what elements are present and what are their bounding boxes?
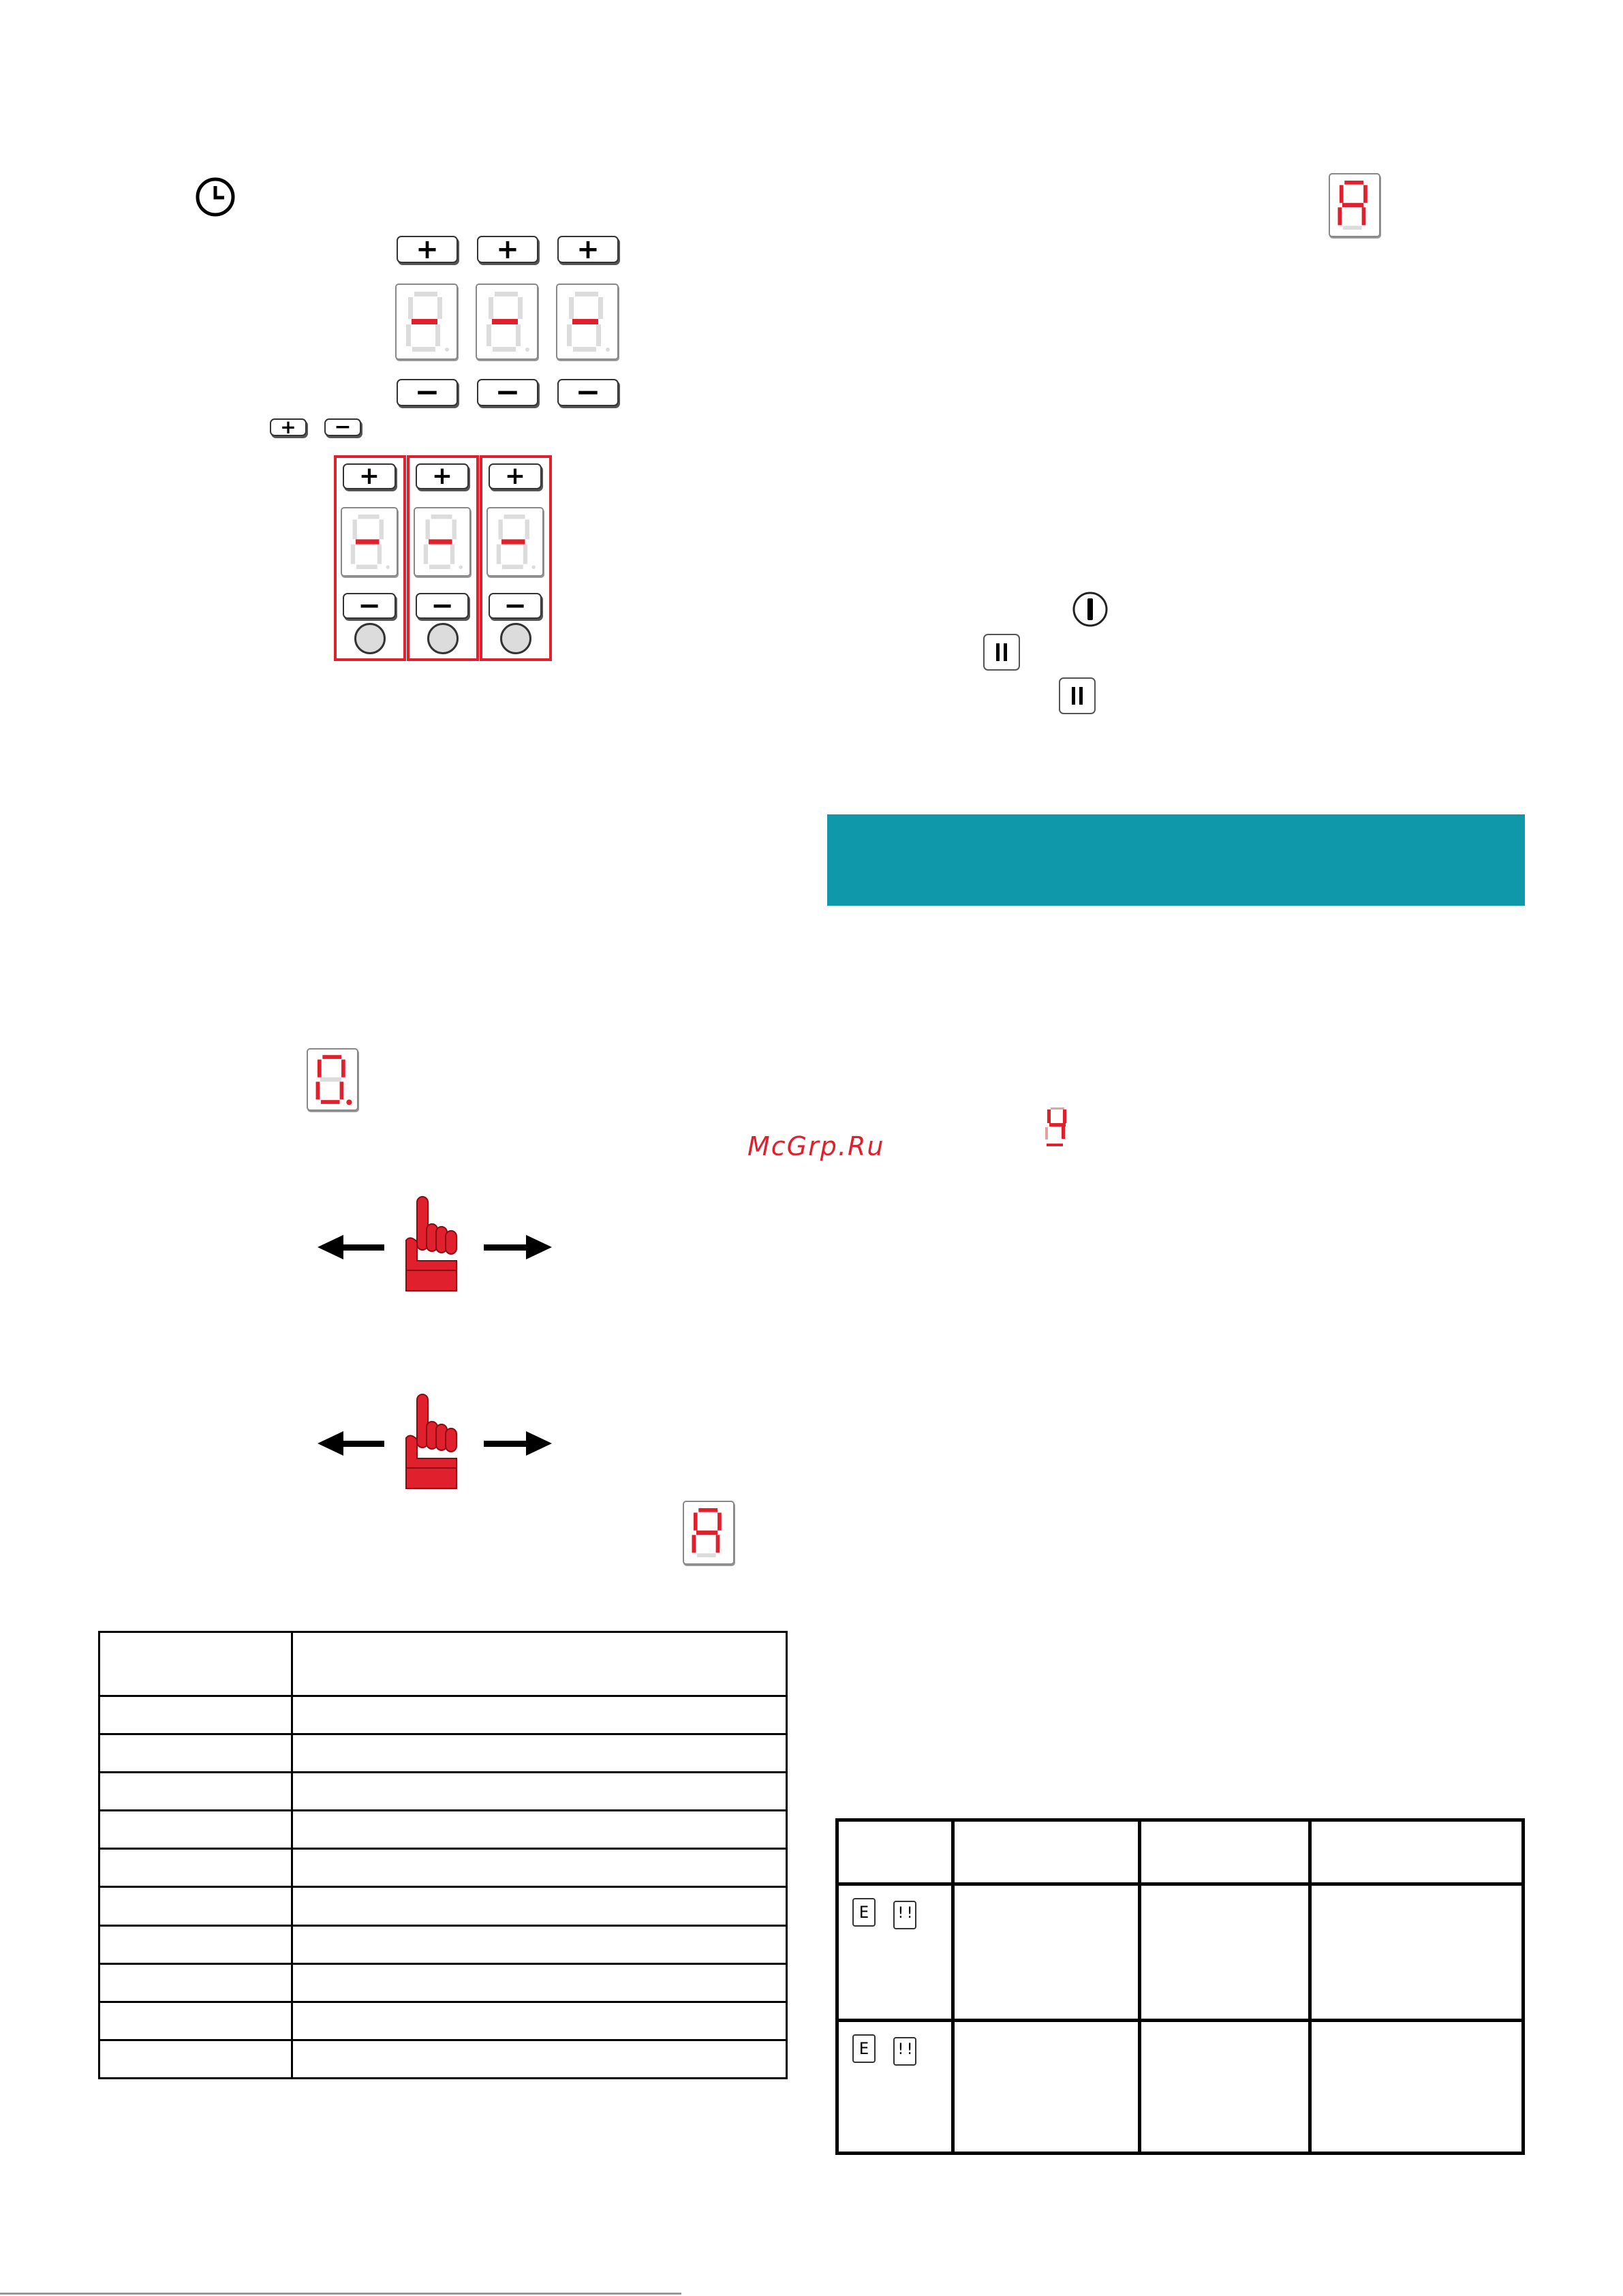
inline-plus-button[interactable]: + xyxy=(270,418,307,436)
timer-digit-1-segments xyxy=(397,285,457,358)
error-code-left: E xyxy=(852,1898,876,1927)
timer-digit-3 xyxy=(556,284,619,360)
table-row xyxy=(99,1734,787,1773)
clock-icon xyxy=(194,176,236,218)
table-cell xyxy=(837,1820,953,1884)
table-row xyxy=(99,2002,787,2040)
table-cell xyxy=(1310,1820,1524,1884)
table-cell xyxy=(99,2040,292,2078)
table-row xyxy=(99,1887,787,1925)
table-cell xyxy=(292,1963,787,2002)
table-cell xyxy=(292,1773,787,1811)
swipe-left-arrow-icon xyxy=(318,1431,384,1456)
section-header-band xyxy=(827,814,1525,906)
table-header-row xyxy=(99,1632,787,1696)
zone-plus-button-1[interactable]: + xyxy=(343,463,396,489)
timer-digit-1 xyxy=(395,284,458,360)
table-row xyxy=(99,1773,787,1811)
table-cell xyxy=(1140,1820,1310,1884)
zone-plus-button-2[interactable]: + xyxy=(416,463,469,489)
table-cell xyxy=(953,1884,1140,2021)
error-code-left: E xyxy=(852,2034,876,2063)
table-cell xyxy=(953,2021,1140,2154)
table-header-row xyxy=(837,1820,1524,1884)
timer-minus-button-3[interactable]: − xyxy=(557,379,619,406)
pause-icon-2[interactable] xyxy=(1059,677,1096,714)
zone-digit-1-segments xyxy=(342,508,397,575)
table-row xyxy=(837,2021,1524,2154)
table-cell xyxy=(292,1811,787,1849)
table-cell xyxy=(292,1849,787,1887)
table-row xyxy=(99,1696,787,1734)
table-row xyxy=(99,2040,787,2078)
table-cell xyxy=(292,1632,787,1696)
timer-digit-3-segments xyxy=(557,285,617,358)
swipe-gesture-1 xyxy=(318,1194,552,1294)
timer-plus-button-1[interactable]: + xyxy=(397,236,458,263)
swipe-gesture-2 xyxy=(318,1392,552,1491)
zone-minus-button-1[interactable]: − xyxy=(343,593,396,619)
table-cell xyxy=(99,1963,292,2002)
power-icon[interactable] xyxy=(1071,590,1109,628)
zone-digit-3 xyxy=(486,507,544,577)
table-cell xyxy=(99,1925,292,1963)
table-cell xyxy=(99,2002,292,2040)
table-row xyxy=(99,1811,787,1849)
table-cell xyxy=(99,1811,292,1849)
table-row xyxy=(99,1849,787,1887)
table-row xyxy=(99,1925,787,1963)
zone-plus-button-3[interactable]: + xyxy=(489,463,542,489)
pause-bars-icon xyxy=(992,642,1011,662)
inline-minus-button[interactable]: − xyxy=(324,418,361,436)
swipe-right-arrow-icon xyxy=(484,1431,552,1456)
parameters-table xyxy=(98,1631,788,2079)
timer-plus-button-2[interactable]: + xyxy=(477,236,538,263)
auto-display-top xyxy=(1329,173,1380,237)
table-cell xyxy=(99,1887,292,1925)
zero-display xyxy=(307,1048,358,1111)
table-cell xyxy=(1140,2021,1310,2154)
table-cell xyxy=(99,1696,292,1734)
zone-minus-button-3[interactable]: − xyxy=(489,593,542,619)
auto-display-bottom-segments xyxy=(684,1502,733,1563)
table-cell xyxy=(99,1849,292,1887)
table-cell xyxy=(292,2002,787,2040)
error-code-cell xyxy=(837,2021,953,2154)
table-cell xyxy=(292,1887,787,1925)
auto-display-top-segments xyxy=(1330,174,1379,236)
table-cell xyxy=(292,1696,787,1734)
error-code-cell xyxy=(837,1884,953,2021)
table-cell xyxy=(99,1734,292,1773)
small-digit-four xyxy=(1042,1107,1071,1150)
swipe-left-arrow-icon xyxy=(318,1235,384,1259)
timer-minus-button-1[interactable]: − xyxy=(397,379,458,406)
table-row xyxy=(99,1963,787,2002)
zone-indicator-3 xyxy=(500,623,531,654)
table-cell xyxy=(1310,1884,1524,2021)
swipe-right-arrow-icon xyxy=(484,1235,552,1259)
timer-digit-2 xyxy=(476,284,538,360)
table-cell xyxy=(953,1820,1140,1884)
table-cell xyxy=(99,1632,292,1696)
table-cell xyxy=(292,1925,787,1963)
watermark: McGrp.Ru xyxy=(747,1131,885,1161)
auto-display-bottom xyxy=(683,1501,735,1565)
pointing-hand-icon xyxy=(406,1394,457,1488)
table-cell xyxy=(99,1773,292,1811)
table-cell xyxy=(292,1734,787,1773)
table-cell xyxy=(1140,1884,1310,2021)
error-code-right: !! xyxy=(893,2037,916,2066)
footer-rule xyxy=(0,2293,681,2295)
pointing-hand-icon xyxy=(406,1197,457,1291)
zone-minus-button-2[interactable]: − xyxy=(416,593,469,619)
pause-bars-icon xyxy=(1068,686,1087,706)
timer-plus-button-3[interactable]: + xyxy=(557,236,619,263)
timer-minus-button-2[interactable]: − xyxy=(477,379,538,406)
zone-indicator-2 xyxy=(427,623,459,654)
zone-digit-1 xyxy=(341,507,398,577)
table-row xyxy=(837,1884,1524,2021)
timer-digit-2-segments xyxy=(477,285,537,358)
pause-icon-1[interactable] xyxy=(983,634,1020,671)
zone-indicator-1 xyxy=(354,623,386,654)
error-codes-table xyxy=(835,1818,1525,2155)
zone-digit-2 xyxy=(414,507,471,577)
zone-digit-2-segments xyxy=(415,508,469,575)
zone-digit-3-segments xyxy=(488,508,542,575)
table-cell xyxy=(1310,2021,1524,2154)
error-code-right: !! xyxy=(893,1901,916,1929)
table-cell xyxy=(292,2040,787,2078)
zero-display-segments xyxy=(308,1050,357,1109)
